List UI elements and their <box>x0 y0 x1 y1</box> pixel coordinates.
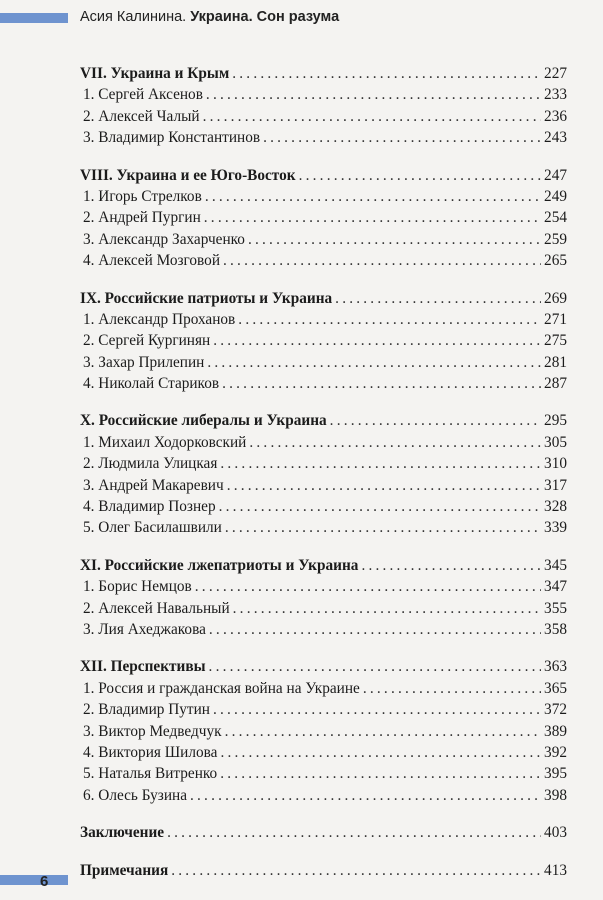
dot-leader <box>232 63 541 84</box>
toc-chapter-heading-page: 345 <box>544 556 567 574</box>
toc-chapter-heading-title: XI. Российские лжепатриоты и Украина <box>80 556 359 574</box>
toc-item-title: 3. Захар Прилепин <box>83 353 205 371</box>
toc-item-page: 265 <box>544 252 567 270</box>
toc-item-page: 249 <box>544 187 567 205</box>
toc-chapter-heading[interactable] <box>80 63 567 84</box>
toc-item-title: 3. Лия Ахеджакова <box>83 620 206 638</box>
toc-item-title: 1. Россия и гражданская война на Украине <box>83 679 360 697</box>
footer-accent-bar <box>0 875 68 885</box>
toc-section <box>80 555 567 641</box>
toc-entry-page: 413 <box>544 861 567 879</box>
toc-chapter-heading-page: 295 <box>544 412 567 430</box>
table-of-contents <box>80 63 567 897</box>
toc-entry[interactable] <box>80 860 567 881</box>
toc-item-page: 243 <box>544 129 567 147</box>
toc-item[interactable] <box>80 742 567 763</box>
toc-chapter-heading[interactable] <box>80 410 567 431</box>
toc-chapter-heading-title: X. Российские либералы и Украина <box>80 412 327 430</box>
dot-leader <box>171 860 541 881</box>
toc-entry-page: 403 <box>544 824 567 842</box>
dot-leader <box>238 309 541 330</box>
dot-leader <box>223 250 541 271</box>
toc-sections <box>80 63 567 806</box>
toc-chapter-heading-page: 247 <box>544 166 567 184</box>
dot-leader <box>263 127 541 148</box>
dot-leader <box>222 373 541 394</box>
toc-item-title: 5. Олег Басилашвили <box>83 519 222 537</box>
toc-item[interactable] <box>80 598 567 619</box>
dot-leader <box>206 84 541 105</box>
toc-item-page: 328 <box>544 498 567 516</box>
toc-item-title: 3. Владимир Константинов <box>83 129 261 147</box>
toc-item[interactable] <box>80 453 567 474</box>
dot-leader <box>220 453 541 474</box>
toc-item-title: 2. Владимир Путин <box>83 701 210 719</box>
toc-section <box>80 63 567 149</box>
dot-leader <box>233 598 541 619</box>
toc-chapter-heading[interactable] <box>80 165 567 186</box>
toc-item[interactable] <box>80 475 567 496</box>
toc-item[interactable] <box>80 309 567 330</box>
toc-item-title: 4. Виктория Шилова <box>83 743 218 761</box>
dot-leader <box>195 576 541 597</box>
dot-leader <box>190 785 541 806</box>
toc-item[interactable] <box>80 106 567 127</box>
toc-item-title: 2. Алексей Чалый <box>83 107 200 125</box>
toc-chapter-heading-title: XII. Перспективы <box>80 658 206 676</box>
toc-item-title: 3. Александр Захарченко <box>83 230 245 248</box>
toc-item[interactable] <box>80 678 567 699</box>
toc-item-page: 271 <box>544 310 567 328</box>
dot-leader <box>213 699 541 720</box>
dot-leader <box>209 619 541 640</box>
dot-leader <box>213 330 541 351</box>
toc-item-page: 287 <box>544 375 567 393</box>
toc-item-page: 233 <box>544 86 567 104</box>
toc-item-title: 4. Алексей Мозговой <box>83 252 220 270</box>
toc-item[interactable] <box>80 763 567 784</box>
toc-item[interactable] <box>80 352 567 373</box>
toc-item-title: 2. Алексей Навальный <box>83 599 230 617</box>
dot-leader <box>203 106 541 127</box>
running-header <box>80 9 339 25</box>
dot-leader <box>209 656 542 677</box>
toc-section <box>80 656 567 806</box>
toc-item[interactable] <box>80 721 567 742</box>
toc-item-title: 1. Сергей Аксенов <box>83 86 203 104</box>
toc-item-page: 392 <box>544 743 567 761</box>
dot-leader <box>361 555 541 576</box>
toc-item-title: 1. Борис Немцов <box>83 578 192 596</box>
toc-item-title: 4. Владимир Познер <box>83 498 216 516</box>
toc-item[interactable] <box>80 84 567 105</box>
dot-leader <box>227 475 541 496</box>
toc-item-page: 281 <box>544 353 567 371</box>
dot-leader <box>220 763 541 784</box>
toc-item-page: 310 <box>544 455 567 473</box>
toc-item[interactable] <box>80 496 567 517</box>
toc-item[interactable] <box>80 619 567 640</box>
dot-leader <box>204 207 541 228</box>
toc-item-title: 1. Александр Проханов <box>83 310 236 328</box>
header-accent-bar <box>0 13 68 23</box>
toc-chapter-heading[interactable] <box>80 555 567 576</box>
toc-item-page: 317 <box>544 476 567 494</box>
toc-section <box>80 165 567 272</box>
toc-item-title: 5. Наталья Витренко <box>83 765 218 783</box>
toc-entry-title: Заключение <box>80 824 165 842</box>
toc-item-title: 3. Виктор Медведчук <box>83 722 222 740</box>
toc-item-page: 389 <box>544 722 567 740</box>
dot-leader <box>207 352 541 373</box>
toc-item-page: 395 <box>544 765 567 783</box>
toc-item[interactable] <box>80 576 567 597</box>
dot-leader <box>248 229 541 250</box>
dot-leader <box>225 721 541 742</box>
toc-item-title: 1. Михаил Ходорковский <box>83 433 247 451</box>
toc-item[interactable] <box>80 127 567 148</box>
toc-item-title: 2. Людмила Улицкая <box>83 455 218 473</box>
dot-leader <box>330 410 541 431</box>
toc-section <box>80 410 567 538</box>
toc-item[interactable] <box>80 330 567 351</box>
dot-leader <box>219 496 541 517</box>
toc-item-page: 365 <box>544 679 567 697</box>
toc-notes <box>80 860 567 881</box>
toc-chapter-heading[interactable] <box>80 656 567 677</box>
toc-item[interactable] <box>80 432 567 453</box>
toc-section <box>80 288 567 395</box>
header-author: Асия Калинина. <box>80 9 187 25</box>
toc-item-page: 254 <box>544 209 567 227</box>
toc-item[interactable] <box>80 785 567 806</box>
toc-item-page: 398 <box>544 786 567 804</box>
toc-item-page: 236 <box>544 107 567 125</box>
toc-item[interactable] <box>80 373 567 394</box>
toc-entry[interactable] <box>80 822 567 843</box>
toc-item-page: 305 <box>544 433 567 451</box>
toc-chapter-heading-page: 227 <box>544 65 567 82</box>
toc-item-page: 355 <box>544 599 567 617</box>
toc-item[interactable] <box>80 699 567 720</box>
toc-item-page: 347 <box>544 578 567 596</box>
toc-item[interactable] <box>80 186 567 207</box>
toc-item-page: 275 <box>544 332 567 350</box>
toc-item-title: 6. Олесь Бузина <box>83 786 187 804</box>
dot-leader <box>249 432 541 453</box>
dot-leader <box>299 165 541 186</box>
dot-leader <box>363 678 541 699</box>
toc-chapter-heading-title: VIII. Украина и ее Юго-Восток <box>80 166 296 184</box>
dot-leader <box>167 822 541 843</box>
dot-leader <box>220 742 541 763</box>
header-book-title: Украина. Сон разума <box>190 9 340 25</box>
toc-item-page: 372 <box>544 701 567 719</box>
toc-chapter-heading-title: VII. Украина и Крым <box>80 65 230 82</box>
toc-chapter-heading-title: IX. Российские патриоты и Украина <box>80 289 333 307</box>
toc-item[interactable] <box>80 229 567 250</box>
toc-chapter-heading-page: 363 <box>544 658 567 676</box>
toc-item-title: 3. Андрей Макаревич <box>83 476 224 494</box>
dot-leader <box>205 186 541 207</box>
toc-item-title: 1. Игорь Стрелков <box>83 187 202 205</box>
page-number: 6 <box>40 873 49 890</box>
dot-leader <box>225 517 541 538</box>
toc-conclusion <box>80 822 567 843</box>
toc-item[interactable] <box>80 207 567 228</box>
toc-item-title: 2. Сергей Кургинян <box>83 332 211 350</box>
toc-item-title: 4. Николай Стариков <box>83 375 220 393</box>
toc-item-title: 2. Андрей Пургин <box>83 209 201 227</box>
toc-item-page: 259 <box>544 230 567 248</box>
toc-item-page: 339 <box>544 519 567 537</box>
dot-leader <box>335 288 541 309</box>
toc-item-page: 358 <box>544 620 567 638</box>
toc-chapter-heading-page: 269 <box>544 289 567 307</box>
toc-item[interactable] <box>80 517 567 538</box>
toc-chapter-heading[interactable] <box>80 288 567 309</box>
toc-entry-title: Примечания <box>80 861 169 879</box>
toc-item[interactable] <box>80 250 567 271</box>
